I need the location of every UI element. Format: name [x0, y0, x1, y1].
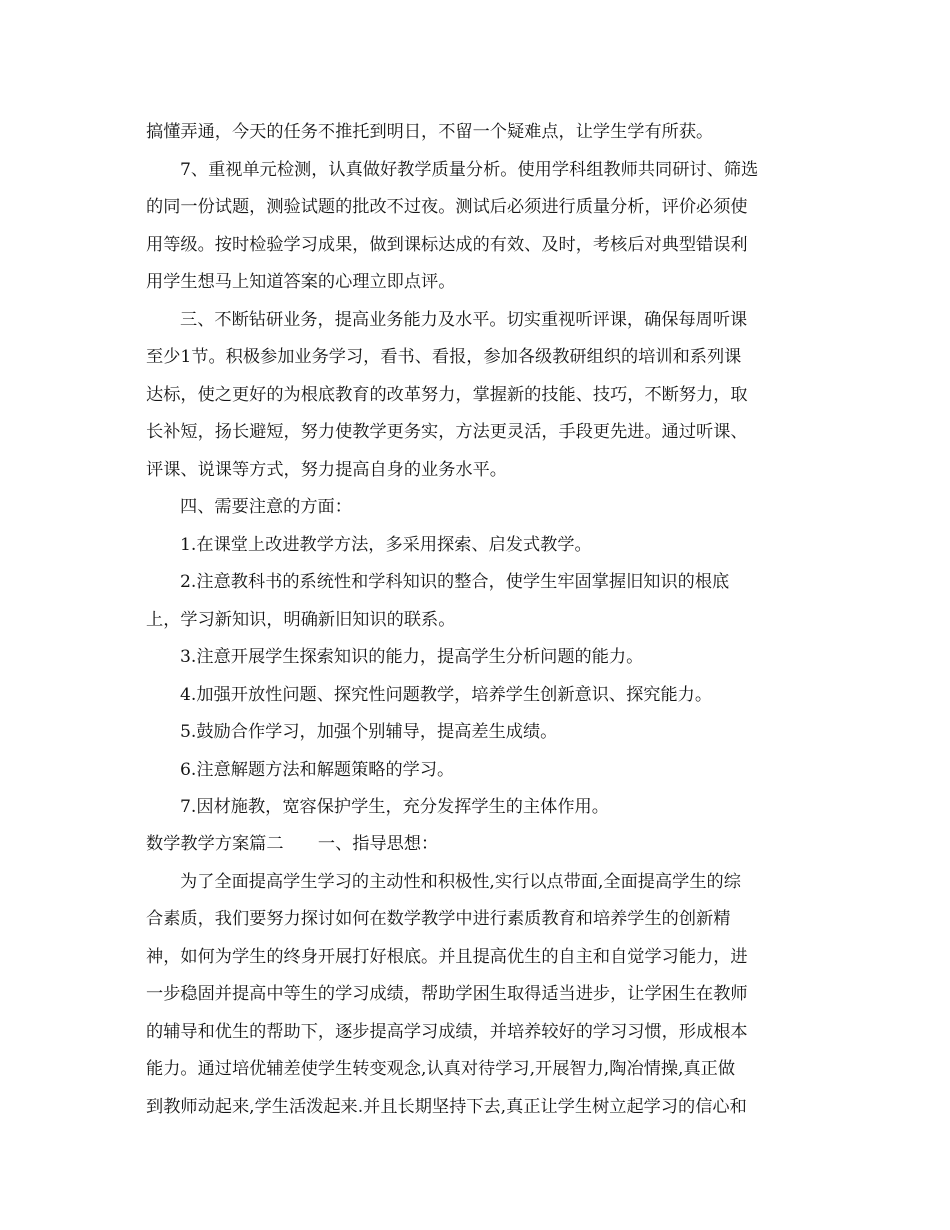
paragraph-line: 神，如何为学生的终身开展打好根底。并且提高优生的自主和自觉学习能力，进 — [146, 947, 748, 967]
paragraph-line: 搞懂弄通，今天的任务不推托到明日，不留一个疑难点，让学生学有所获。 — [146, 122, 714, 142]
paragraph-line: 三、不断钻研业务，提高业务能力及水平。切实重视听评课，确保每周听课 — [180, 310, 748, 330]
paragraph-line: 长补短，扬长避短，努力使教学更务实，方法更灵活，手段更先进。通过听课、 — [146, 422, 748, 442]
paragraph-line: 一步稳固并提高中等生的学习成绩，帮助学困生取得适当进步，让学困生在教师 — [146, 984, 748, 1004]
paragraph-line: 的同一份试题，测验试题的批改不过夜。测试后必须进行质量分析，评价必须使 — [146, 197, 748, 217]
paragraph-line: 的辅导和优生的帮助下，逐步提高学习成绩，并培养较好的学习习惯，形成根本 — [146, 1022, 748, 1042]
list-item: 1.在课堂上改进教学方法，多采用探索、启发式教学。 — [180, 535, 592, 555]
list-item: 3.注意开展学生探索知识的能力，提高学生分析问题的能力。 — [180, 647, 644, 667]
section-heading: 四、需要注意的方面： — [180, 497, 352, 517]
section-title: 数学教学方案篇二 一、指导思想： — [146, 834, 439, 854]
paragraph-line: 用学生想马上知道答案的心理立即点评。 — [146, 272, 456, 292]
list-item: 4.加强开放性问题、探究性问题教学，培养学生创新意识、探究能力。 — [180, 685, 713, 705]
paragraph-line: 合素质，我们要努力探讨如何在数学教学中进行素质教育和培养学生的创新精 — [146, 909, 731, 929]
paragraph-line: 用等级。按时检验学习成果，做到课标达成的有效、及时，考核后对典型错误利 — [146, 235, 748, 255]
paragraph-line: 至少1节。积极参加业务学习，看书、看报，参加各级教研组织的培训和系列课 — [146, 347, 742, 367]
list-item: 7.因材施教，宽容保护学生，充分发挥学生的主体作用。 — [180, 797, 609, 817]
list-item: 5.鼓励合作学习，加强个别辅导，提高差生成绩。 — [180, 722, 558, 742]
paragraph-line: 为了全面提高学生学习的主动性和积极性,实行以点带面,全面提高学生的综 — [180, 872, 741, 892]
list-item: 6.注意解题方法和解题策略的学习。 — [180, 760, 455, 780]
paragraph-line: 到教师动起来,学生活泼起来.并且长期坚持下去,真正让学生树立起学习的信心和 — [146, 1097, 747, 1117]
paragraph-line: 能力。通过培优辅差使学生转变观念,认真对待学习,开展智力,陶冶情操,真正做 — [146, 1059, 736, 1079]
list-item-continuation: 上，学习新知识，明确新旧知识的联系。 — [146, 610, 456, 630]
paragraph-line: 评课、说课等方式，努力提高自身的业务水平。 — [146, 460, 507, 480]
paragraph-line: 7、重视单元检测，认真做好教学质量分析。使用学科组教师共同研讨、筛选 — [180, 160, 759, 180]
list-item: 2.注意教科书的系统性和学科知识的整合，使学生牢固掌握旧知识的根底 — [180, 572, 730, 592]
paragraph-line: 达标，使之更好的为根底教育的改革努力，掌握新的技能、技巧，不断努力，取 — [146, 385, 748, 405]
